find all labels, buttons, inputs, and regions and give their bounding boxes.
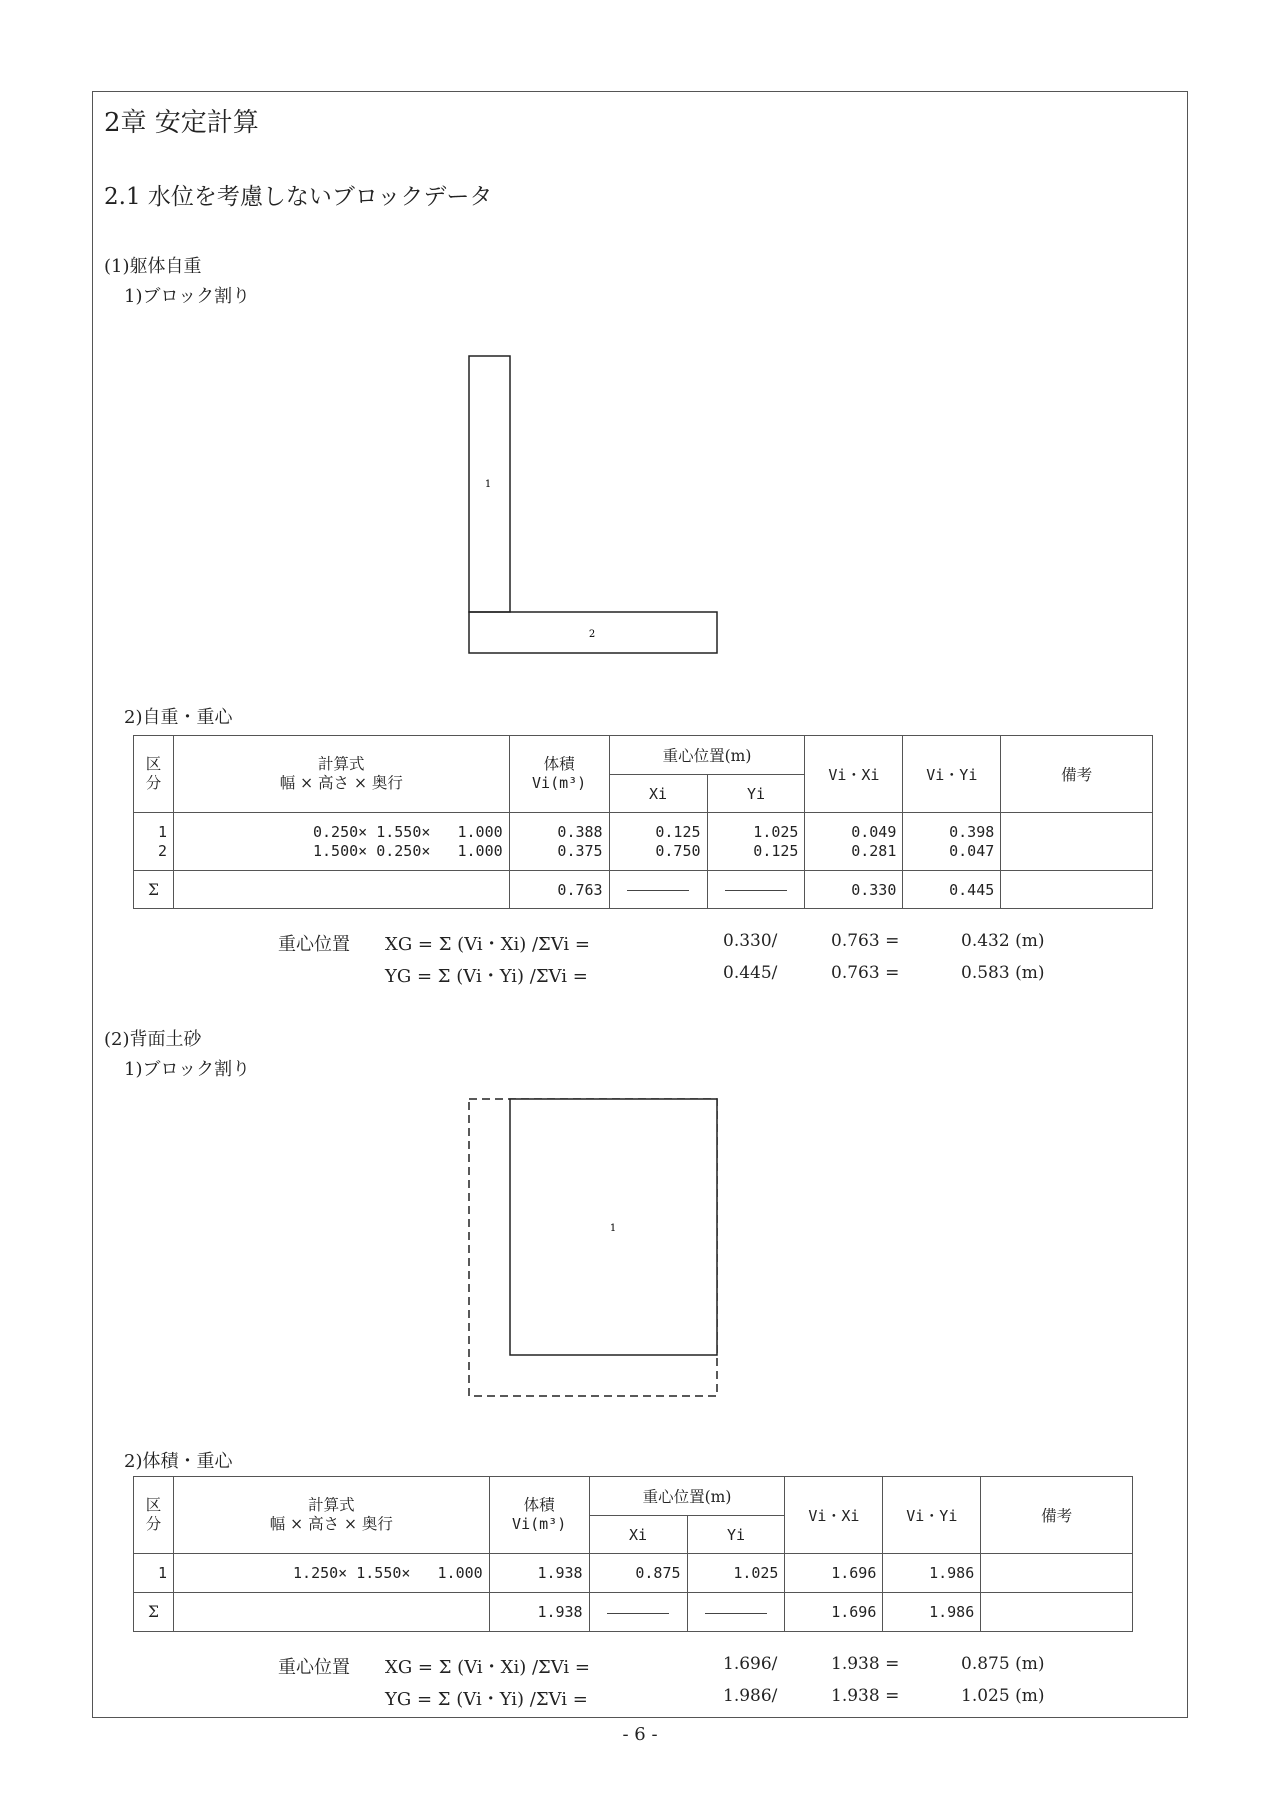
part2-sub2: 2)体積・重心 [124, 1451, 233, 1472]
header-vixi: Vi・Xi [785, 1477, 883, 1554]
part2-title: (2)背面土砂 [104, 1029, 202, 1050]
header-formula: 計算式 幅 × 高さ × 奥行 [173, 1477, 489, 1554]
table-sum-row: Σ 1.938 1.696 1.986 [134, 1593, 1133, 1632]
part1-weight-table [133, 735, 1153, 909]
header-volume: 体積 Vi(m³) [489, 1477, 589, 1554]
block-1-label: 1 [484, 479, 492, 490]
header-viyi: Vi・Yi [903, 736, 1001, 813]
part1-block-diagram [460, 350, 730, 660]
part2-volume-table [133, 1476, 1133, 1632]
header-vixi: Vi・Xi [805, 736, 903, 813]
header-volume: 体積 Vi(m³) [509, 736, 609, 813]
header-remarks: 備考 [1001, 736, 1153, 813]
header-remarks: 備考 [981, 1477, 1133, 1554]
part2-sub1: 1)ブロック割り [124, 1059, 251, 1080]
table-row: 1 1.250× 1.550× 1.000 1.938 0.875 1.025 1.696 1.986 [134, 1554, 1133, 1593]
header-yi: Yi [687, 1516, 785, 1554]
header-kubun: 区 分 [134, 1477, 174, 1554]
table-sum-row: Σ 0.763 0.330 0.445 [134, 871, 1153, 909]
header-viyi: Vi・Yi [883, 1477, 981, 1554]
part2-block-diagram [460, 1090, 730, 1410]
header-xi: Xi [589, 1516, 687, 1554]
chapter-title: 2章 安定計算 [104, 108, 259, 138]
part1-title: (1)躯体自重 [104, 256, 202, 277]
header-kubun: 区 分 [134, 736, 174, 813]
part1-sub1: 1)ブロック割り [124, 286, 251, 307]
dash [607, 1613, 669, 1614]
page-number: - 6 - [622, 1724, 658, 1745]
dash [725, 890, 787, 891]
part1-sub2: 2)自重・重心 [124, 707, 233, 728]
block-1-label: 1 [609, 1223, 617, 1234]
dash [705, 1613, 767, 1614]
dash [627, 890, 689, 891]
header-centroid: 重心位置(m) [589, 1477, 785, 1516]
header-formula: 計算式 幅 × 高さ × 奥行 [173, 736, 509, 813]
header-yi: Yi [707, 775, 805, 813]
header-centroid: 重心位置(m) [609, 736, 805, 775]
block-2-label: 2 [588, 629, 596, 640]
header-xi: Xi [609, 775, 707, 813]
section-title: 2.1 水位を考慮しないブロックデータ [104, 184, 493, 210]
table-row: 1 2 0.250× 1.550× 1.000 1.500× 0.250× 1.000 0.388 0.375 0.125 0.750 1.025 0.125 0.049 0.281 0.398 0.047 [134, 813, 1153, 871]
